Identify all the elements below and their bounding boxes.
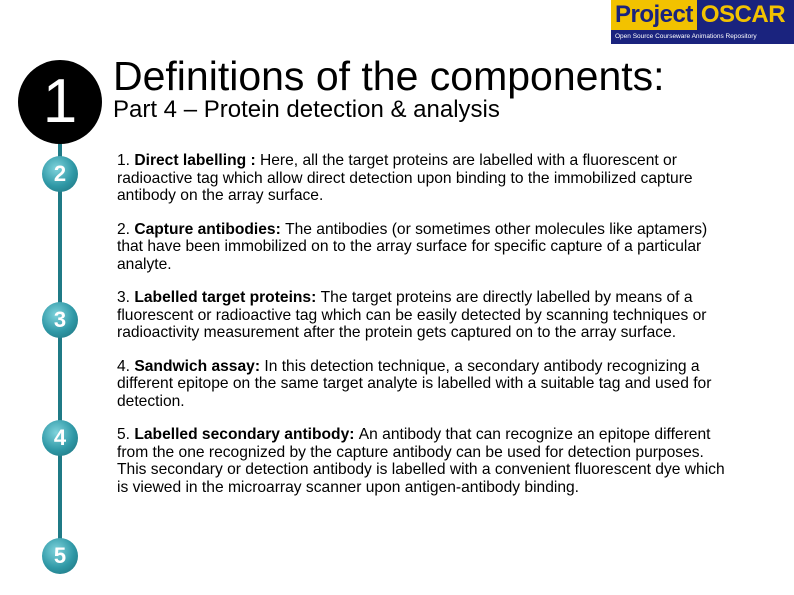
item-term: Sandwich assay: [134,357,265,375]
item-number: 2. [117,220,135,238]
definition-item [117,426,737,496]
step-2-indicator: 2 [42,156,78,192]
item-text: The target proteins are directly labelled by means of a fluorescent or radioactive tag which can be easily detected by scanning techniques or radioactivity measurement after the protein gets captured on to the array surface. [117,289,707,341]
project-oscar-logo [611,0,794,46]
item-term: Labelled target proteins: [134,289,321,306]
definition-item [117,221,737,274]
step-5-indicator: 5 [42,538,78,574]
page-subtitle: Part 4 – Protein detection & analysis [113,96,500,123]
item-term: Labelled secondary antibody: [134,426,359,443]
logo-word-oscar: OSCAR [697,0,794,30]
item-text: The antibodies (or sometimes other molecules like aptamers) that have been immobilized on to the array surface for specific capture of a particular analyte. [117,220,708,273]
item-number: 3. [117,289,135,306]
logo-tagline: Open Source Courseware Animations Repository [611,30,794,44]
logo-word-project: Project [611,0,697,30]
item-number: 5. [117,426,135,443]
page-title: Definitions of the components: [113,53,665,99]
item-text: Here, all the target proteins are labelled with a fluorescent or radioactive tag which allow direct detection upon binding to the immobilized capture antibody on the array surface. [117,152,693,204]
item-term: Capture antibodies: [134,220,286,238]
definition-item [117,152,737,205]
definition-item [117,289,737,342]
item-text: An antibody that can recognize an epitope different from the one recognized by the capture antibody can be used for detection purposes. This secondary or detection antibody is labelled with a convenient fluorescent dye which is viewed in the microarray scanner upon antigen-antibody binding. [117,426,725,496]
item-term: Direct labelling : [134,152,260,169]
definitions-list [117,152,737,512]
definition-item [117,358,737,411]
step-4-indicator: 4 [42,420,78,456]
item-number: 4. [117,357,135,375]
logo-wordmark [611,0,794,30]
step-3-indicator: 3 [42,302,78,338]
step-1-indicator: 1 [18,60,102,144]
item-number: 1. [117,152,135,169]
item-text: In this detection technique, a secondary antibody recognizing a different epitope on the same target analyte is labelled with a suitable tag and used for detection. [117,357,712,410]
